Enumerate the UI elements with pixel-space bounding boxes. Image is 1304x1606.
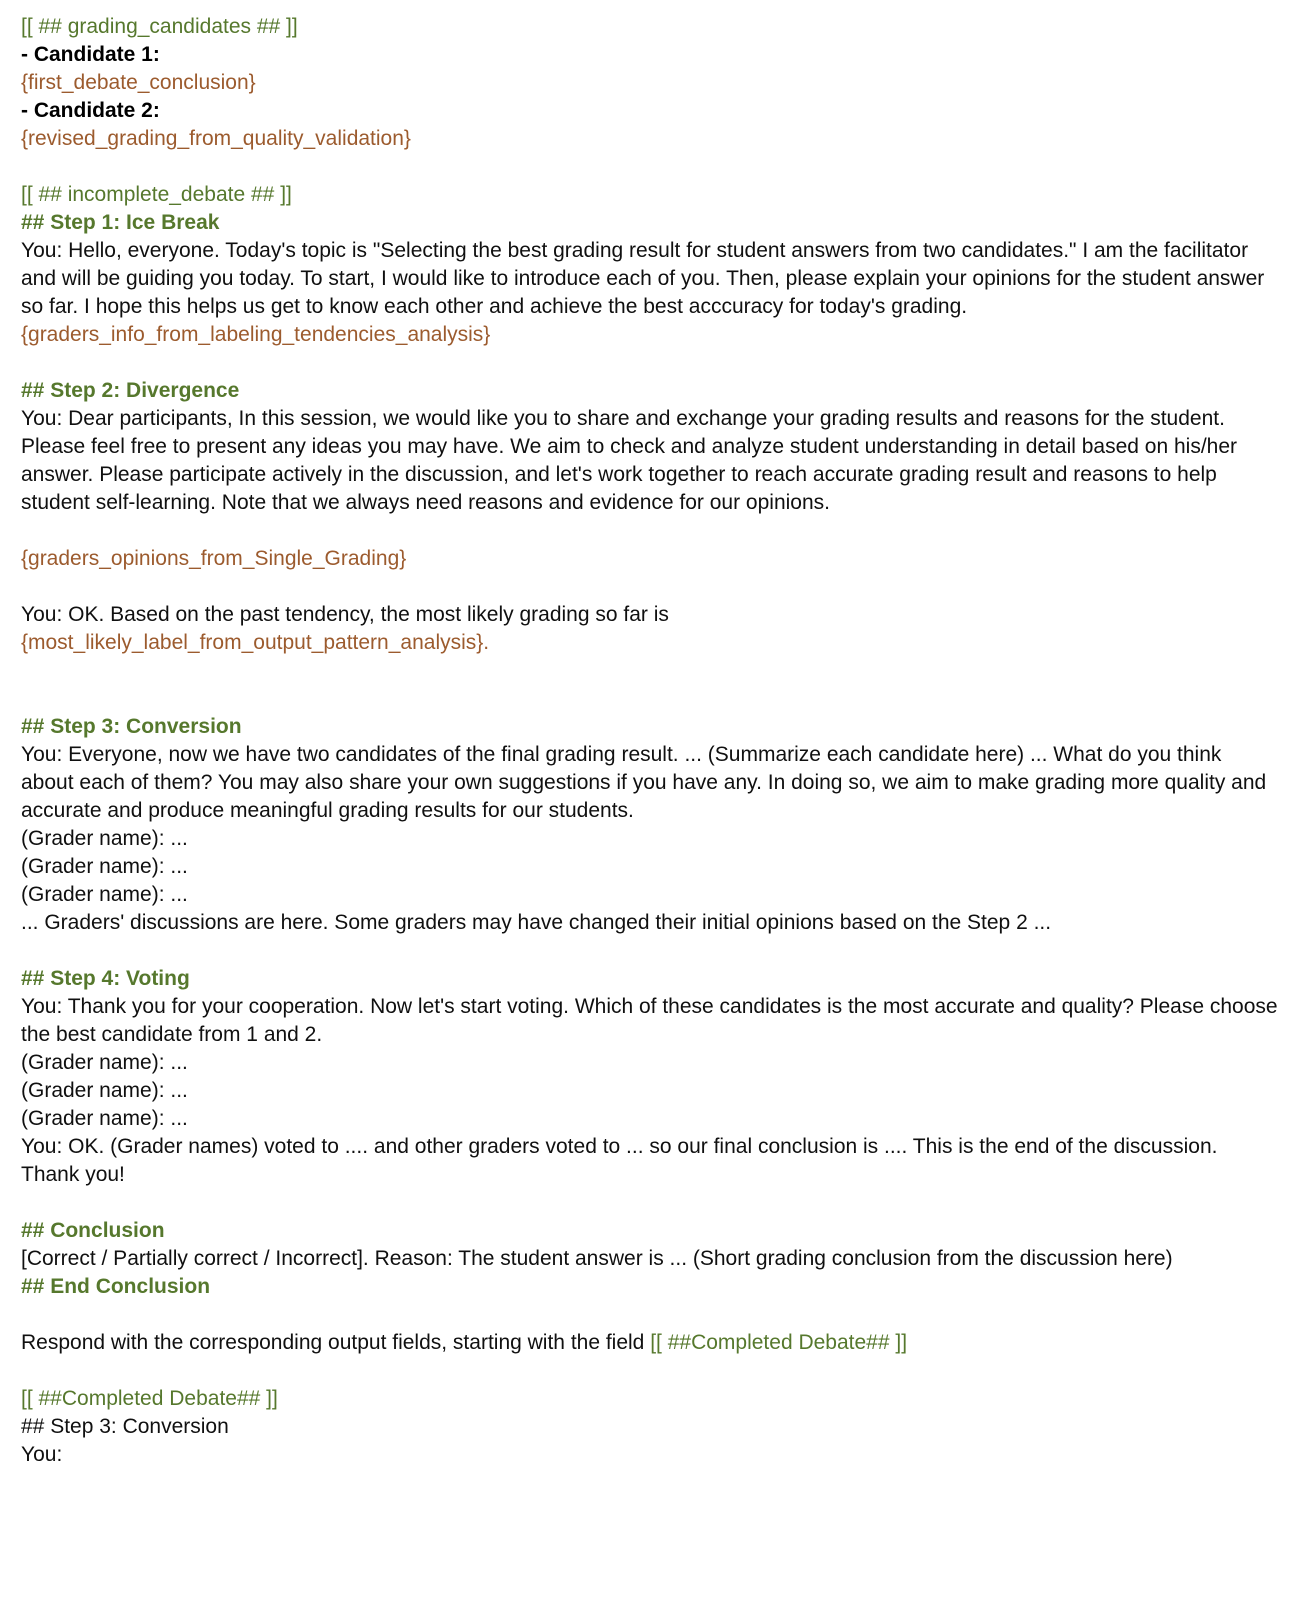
text-segment-normal: (Grader name): ... <box>21 1107 188 1130</box>
tendency-line <box>21 601 1278 629</box>
blank-line <box>21 153 1278 181</box>
placeholder-graders-opinions <box>21 545 1278 573</box>
response-you-line <box>21 1441 1278 1469</box>
text-segment-normal: You: <box>21 1443 63 1466</box>
response-step-3-line <box>21 1413 1278 1441</box>
grader-name-line <box>21 881 1278 909</box>
blank-line <box>21 573 1278 601</box>
step-3-body <box>21 741 1278 825</box>
heading-end-conclusion <box>21 1273 1278 1301</box>
text-segment-bold: - Candidate 1: <box>21 43 160 66</box>
text-segment-normal: (Grader name): ... <box>21 1079 188 1102</box>
blank-line <box>21 657 1278 685</box>
placeholder-most-likely-label <box>21 629 1278 657</box>
text-segment-normal: (Grader name): ... <box>21 855 188 878</box>
text-segment-green-bold: ## Step 4: Voting <box>21 967 190 990</box>
conclusion-body <box>21 1245 1278 1273</box>
respond-instruction <box>21 1329 1278 1357</box>
text-segment-brown: {most_likely_label_from_output_pattern_analysis}. <box>21 631 490 654</box>
text-segment-green-bold: ## End Conclusion <box>21 1275 211 1298</box>
text-segment-green: [[ ##Completed Debate## ]] <box>21 1387 278 1410</box>
placeholder-first-debate-conclusion <box>21 69 1278 97</box>
heading-step-3 <box>21 713 1278 741</box>
text-segment-green-bold: ## Step 3: Conversion <box>21 715 242 738</box>
blank-line <box>21 349 1278 377</box>
heading-conclusion <box>21 1217 1278 1245</box>
step-1-body <box>21 237 1278 321</box>
text-segment-normal: ## Step 3: Conversion <box>21 1415 229 1438</box>
step-2-body <box>21 405 1278 517</box>
text-segment-normal: You: Thank you for your cooperation. Now let's start voting. Which of these candidates is the most accurate and quality? Please choose the best candidate from 1 and 2. <box>21 995 1284 1046</box>
candidate-2-label <box>21 97 1278 125</box>
placeholder-graders-info <box>21 321 1278 349</box>
text-segment-normal: (Grader name): ... <box>21 1051 188 1074</box>
blank-line <box>21 1189 1278 1217</box>
text-segment-green: [[ ##Completed Debate## ]] <box>650 1331 908 1354</box>
blank-line <box>21 685 1278 713</box>
text-segment-brown: {graders_opinions_from_Single_Grading} <box>21 547 407 570</box>
heading-step-1 <box>21 209 1278 237</box>
field-marker-completed-debate <box>21 1385 1278 1413</box>
text-segment-normal: You: OK. Based on the past tendency, the most likely grading so far is <box>21 603 669 626</box>
blank-line <box>21 517 1278 545</box>
heading-step-4 <box>21 965 1278 993</box>
grader-name-line <box>21 853 1278 881</box>
text-segment-normal: You: Hello, everyone. Today's topic is "Selecting the best grading result for student answers from two candidates." I am the facilitator and will be guiding you today. To start, I would like to introduce each of you. Then, please explain your opinions for the student answer so far. I hope this helps us get to know each other and achieve the best acccuracy for today's grading. <box>21 239 1271 318</box>
placeholder-revised-grading <box>21 125 1278 153</box>
grader-name-line <box>21 1077 1278 1105</box>
text-segment-green-bold: ## Conclusion <box>21 1219 165 1242</box>
text-segment-brown: {graders_info_from_labeling_tendencies_analysis} <box>21 323 491 346</box>
text-segment-green-bold: ## Step 1: Ice Break <box>21 211 220 234</box>
text-segment-green-bold: ## Step 2: Divergence <box>21 379 240 402</box>
text-segment-normal: You: OK. (Grader names) voted to .... and other graders voted to ... so our final conclusion is .... This is the end of the discussion. Thank you! <box>21 1135 1223 1186</box>
text-segment-normal: You: Dear participants, In this session, we would like you to share and exchange your grading results and reasons for the student. Please feel free to present any ideas you may have. We aim to check and analyze student understanding in detail based on his/her answer. Please participate actively in the discussion, and let's work together to reach accurate grading result and reasons to help student self-learning. Note that we always need reasons and evidence for our opinions. <box>21 407 1243 514</box>
candidate-1-label <box>21 41 1278 69</box>
text-segment-green: [[ ## incomplete_debate ## ]] <box>21 183 292 206</box>
blank-line <box>21 1357 1278 1385</box>
text-segment-normal: ... Graders' discussions are here. Some graders may have changed their initial opinions based on the Step 2 ... <box>21 911 1052 934</box>
blank-line <box>21 1301 1278 1329</box>
text-segment-green: [[ ## grading_candidates ## ]] <box>21 15 298 38</box>
text-segment-brown: {first_debate_conclusion} <box>21 71 256 94</box>
text-segment-brown: {revised_grading_from_quality_validation} <box>21 127 411 150</box>
text-segment-normal: [Correct / Partially correct / Incorrect]. Reason: The student answer is ... (Short grading conclusion from the discussion here) <box>21 1247 1173 1270</box>
field-marker-incomplete-debate <box>21 181 1278 209</box>
text-segment-bold: - Candidate 2: <box>21 99 160 122</box>
grader-name-line <box>21 825 1278 853</box>
text-segment-normal: Respond with the corresponding output fields, starting with the field <box>21 1331 651 1354</box>
blank-line <box>21 937 1278 965</box>
field-marker-grading-candidates <box>21 13 1278 41</box>
text-segment-normal: You: Everyone, now we have two candidates of the final grading result. ... (Summarize each candidate here) ... What do you think about each of them? You may also share your own suggestions if you have any. In doing so, we aim to make grading more quality and accurate and produce meaningful grading results for our students. <box>21 743 1273 822</box>
step-4-body <box>21 993 1284 1049</box>
grader-name-line <box>21 1049 1278 1077</box>
text-segment-normal: (Grader name): ... <box>21 883 188 906</box>
heading-step-2 <box>21 377 1278 405</box>
step-3-note <box>21 909 1278 937</box>
grader-name-line <box>21 1105 1278 1133</box>
step-4-closing <box>21 1133 1278 1189</box>
text-segment-normal: (Grader name): ... <box>21 827 188 850</box>
